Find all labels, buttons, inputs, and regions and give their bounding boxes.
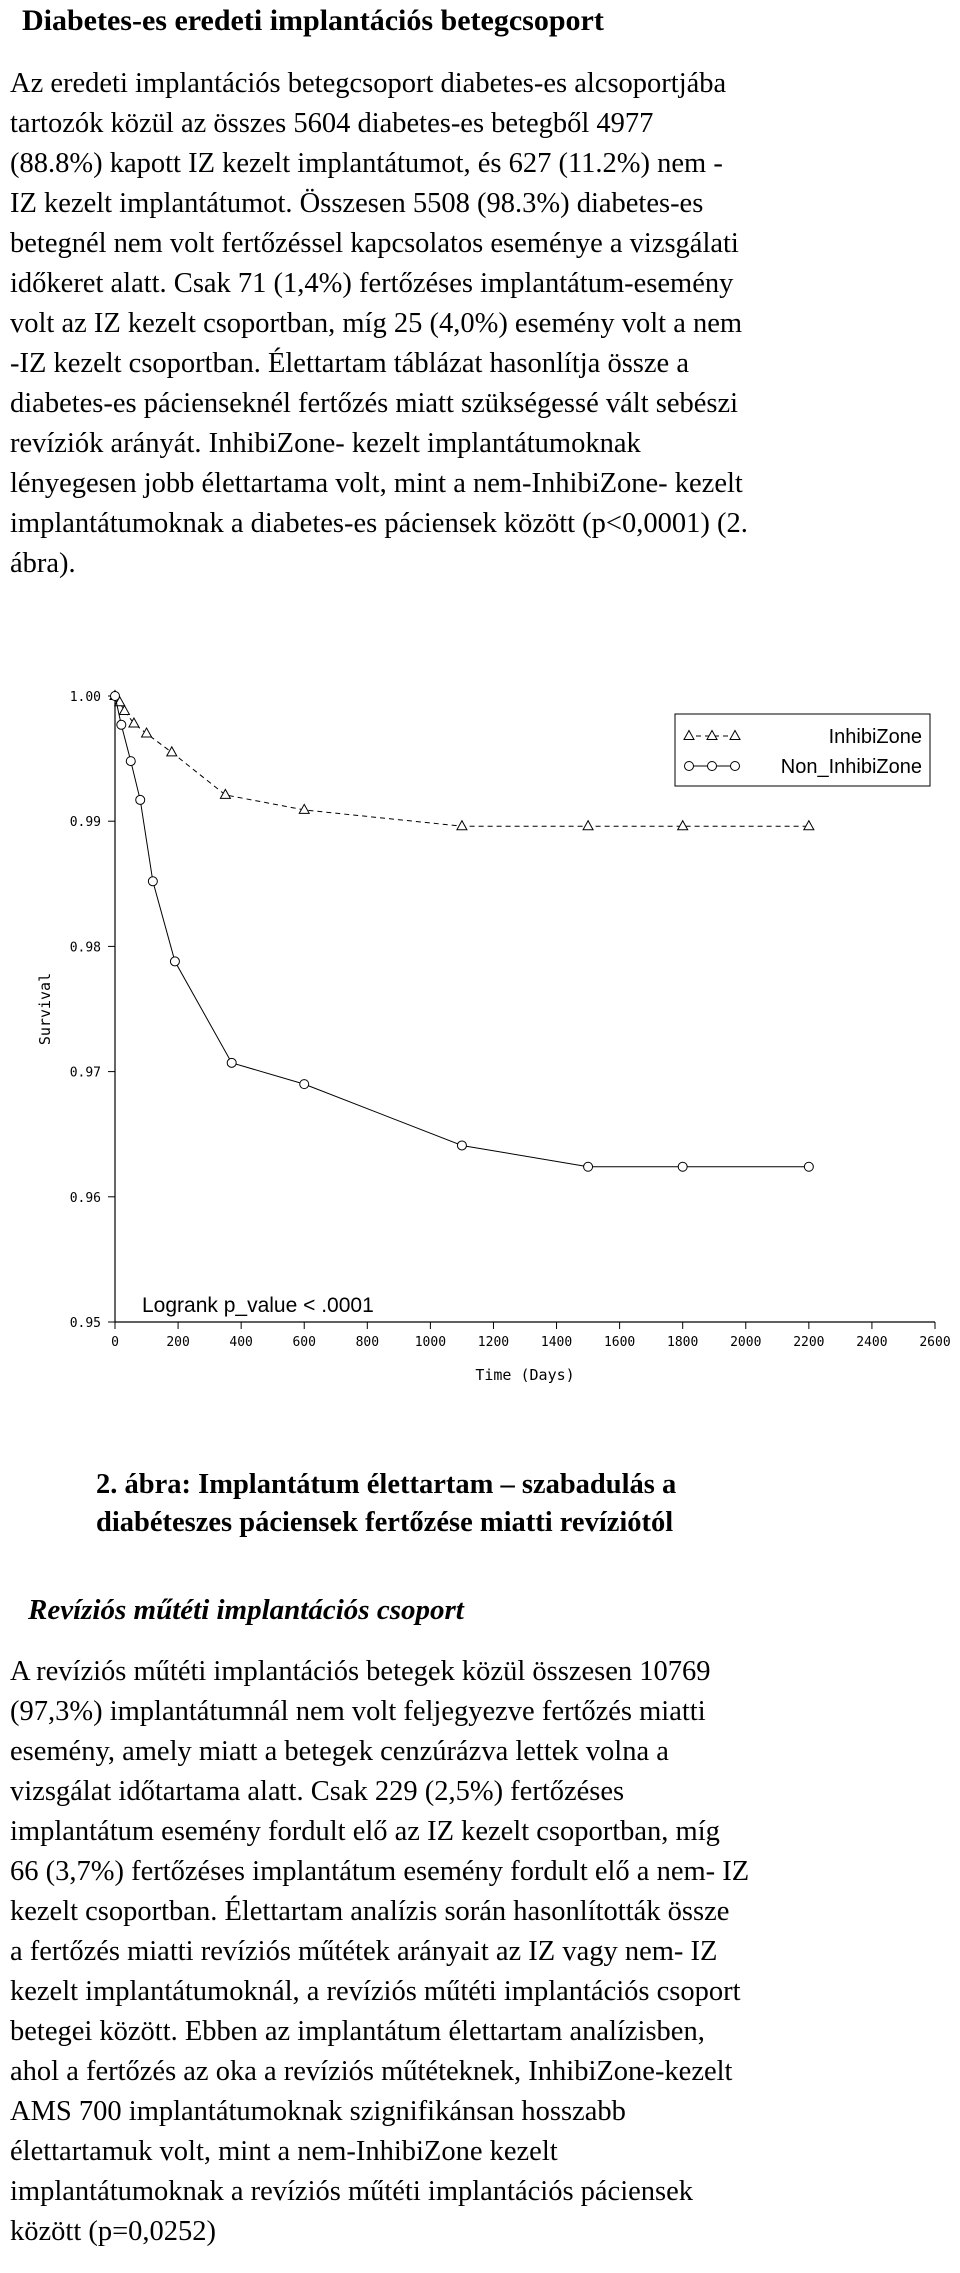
data-point-0 [167,747,177,756]
paragraph-line: (88.8%) kapott IZ kezelt implantátumot, és 627 (11.2%) nem - [10,148,723,179]
paragraph-line: volt az IZ kezelt csoportban, míg 25 (4,0%) esemény volt a nem [10,308,743,339]
x-tick-label: 200 [166,1335,190,1350]
y-tick-label: 0.98 [69,940,101,956]
x-tick-label: 1400 [540,1335,573,1350]
legend-label: InhibiZone [828,726,922,748]
data-point-1 [804,1162,813,1171]
paragraph-line: revíziók arányát. InhibiZone- kezelt implantátumoknak [10,428,641,459]
legend-marker [731,762,740,771]
section-heading-diabetes: Diabetes-es eredeti implantációs betegcsoport [22,4,604,37]
paragraph-line: Az eredeti implantációs betegcsoport diabetes-es alcsoportjába [10,68,727,99]
x-tick-label: 1800 [667,1335,699,1350]
paragraph-line: lényegesen jobb élettartama volt, mint a nem-InhibiZone- kezelt [10,468,743,499]
data-point-1 [678,1162,687,1171]
paragraph-line: implantátum esemény fordult elő az IZ kezelt csoportban, míg [10,1816,720,1847]
data-point-1 [170,957,179,966]
paragraph-diabetes [10,64,955,584]
paragraph-line: a fertőzés miatti revíziós műtétek arányait az IZ vagy nem- IZ [10,1936,718,1967]
x-tick-label: 2600 [919,1335,950,1350]
paragraph-line: IZ kezelt implantátumot. Összesen 5508 (98.3%) diabetes-es [10,188,704,219]
data-point-1 [117,720,126,729]
x-tick-label: 800 [355,1335,380,1350]
y-tick-label: 1.00 [69,690,101,705]
x-tick-label: 1000 [414,1335,447,1350]
paragraph-line: kezelt implantátumoknál, a revíziós műtéti implantációs csoport [10,1976,741,2007]
data-point-1 [584,1162,593,1171]
data-point-0 [804,821,814,830]
y-tick-label: 0.95 [69,1316,101,1331]
axes-layer [36,690,950,1384]
data-point-0 [142,728,152,737]
logrank-annotation: Logrank p_value < .0001 [142,1294,374,1317]
data-point-0 [119,706,129,715]
paragraph-revision [10,1652,955,2252]
legend [675,714,930,786]
x-tick-label: 600 [292,1335,316,1350]
figure-caption [96,1466,916,1542]
x-tick-label: 2000 [730,1335,762,1350]
data-point-0 [678,821,688,830]
paragraph-line: élettartamuk volt, mint a nem-InhibiZone kezelt [10,2136,558,2167]
x-tick-label: 1200 [477,1335,510,1350]
data-point-1 [227,1058,236,1067]
paragraph-line: 66 (3,7%) fertőzéses implantátum esemény fordult elő a nem- IZ [10,1856,750,1887]
data-point-0 [457,821,467,830]
y-axis-title: Survival [36,972,54,1046]
section-heading-revision: Revíziós műtéti implantációs csoport [28,1594,464,1626]
paragraph-line: kezelt csoportban. Élettartam analízis során hasonlították össze [10,1896,730,1927]
paragraph-line: implantátumoknak a diabetes-es páciensek között (p<0,0001) (2. [10,508,748,539]
data-point-1 [111,692,120,701]
data-point-1 [300,1080,309,1089]
paragraph-line: között (p=0,0252) [10,2216,217,2247]
paragraph-line: ábra). [10,548,76,579]
legend-marker [708,762,717,771]
y-tick-label: 0.99 [69,815,101,831]
paragraph-line: betegei között. Ebben az implantátum élettartam analízisben, [10,2016,705,2047]
legend-marker [685,762,694,771]
data-point-1 [136,795,145,804]
survival-chart-svg [20,672,950,1422]
data-point-0 [583,821,593,830]
x-tick-label: 400 [229,1335,253,1350]
paragraph-line: A revíziós műtéti implantációs betegek közül összesen 10769 [10,1656,711,1687]
paragraph-line: esemény, amely miatt a betegek cenzúrázva lettek volna a [10,1736,669,1767]
paragraph-line: AMS 700 implantátumoknak szignifikánsan hosszabb [10,2096,626,2127]
paragraph-line: vizsgálat időtartama alatt. Csak 229 (2,5%) fertőzéses [10,1776,625,1807]
x-tick-label: 1600 [603,1335,636,1350]
paragraph-line: -IZ kezelt csoportban. Élettartam táblázat hasonlítja össze a [10,348,689,379]
paragraph-line: ahol a fertőzés az oka a revíziós műtéteknek, InhibiZone-kezelt [10,2056,733,2087]
survival-chart [20,672,950,1422]
caption-line: 2. ábra: Implantátum élettartam – szabadulás a [96,1469,677,1500]
data-point-0 [220,789,230,798]
y-tick-label: 0.97 [69,1065,101,1081]
paragraph-line: tartozók közül az összes 5604 diabetes-es betegből 4977 [10,108,654,139]
paragraph-line: betegnél nem volt fertőzéssel kapcsolatos eseménye a vizsgálati [10,228,739,259]
paragraph-line: (97,3%) implantátumnál nem volt feljegyezve fertőzés miatti [10,1696,706,1727]
x-tick-label: 2400 [856,1335,888,1350]
paragraph-line: időkeret alatt. Csak 71 (1,4%) fertőzéses implantátum-esemény [10,268,734,299]
data-point-1 [126,757,135,766]
paragraph-line: diabetes-es pácienseknél fertőzés miatt szükségessé vált sebészi [10,388,739,419]
x-tick-label: 2200 [793,1335,825,1350]
data-point-1 [148,877,157,886]
paragraph-line: implantátumoknak a revíziós műtéti implantációs páciensek [10,2176,694,2207]
legend-label: Non_InhibiZone [780,756,922,778]
caption-line: diabéteszes páciensek fertőzése miatti revíziótól [96,1507,674,1538]
x-tick-label: 0 [111,1335,119,1350]
data-point-1 [457,1141,466,1150]
y-tick-label: 0.96 [69,1190,101,1206]
x-axis-title: Time (Days) [475,1366,575,1384]
